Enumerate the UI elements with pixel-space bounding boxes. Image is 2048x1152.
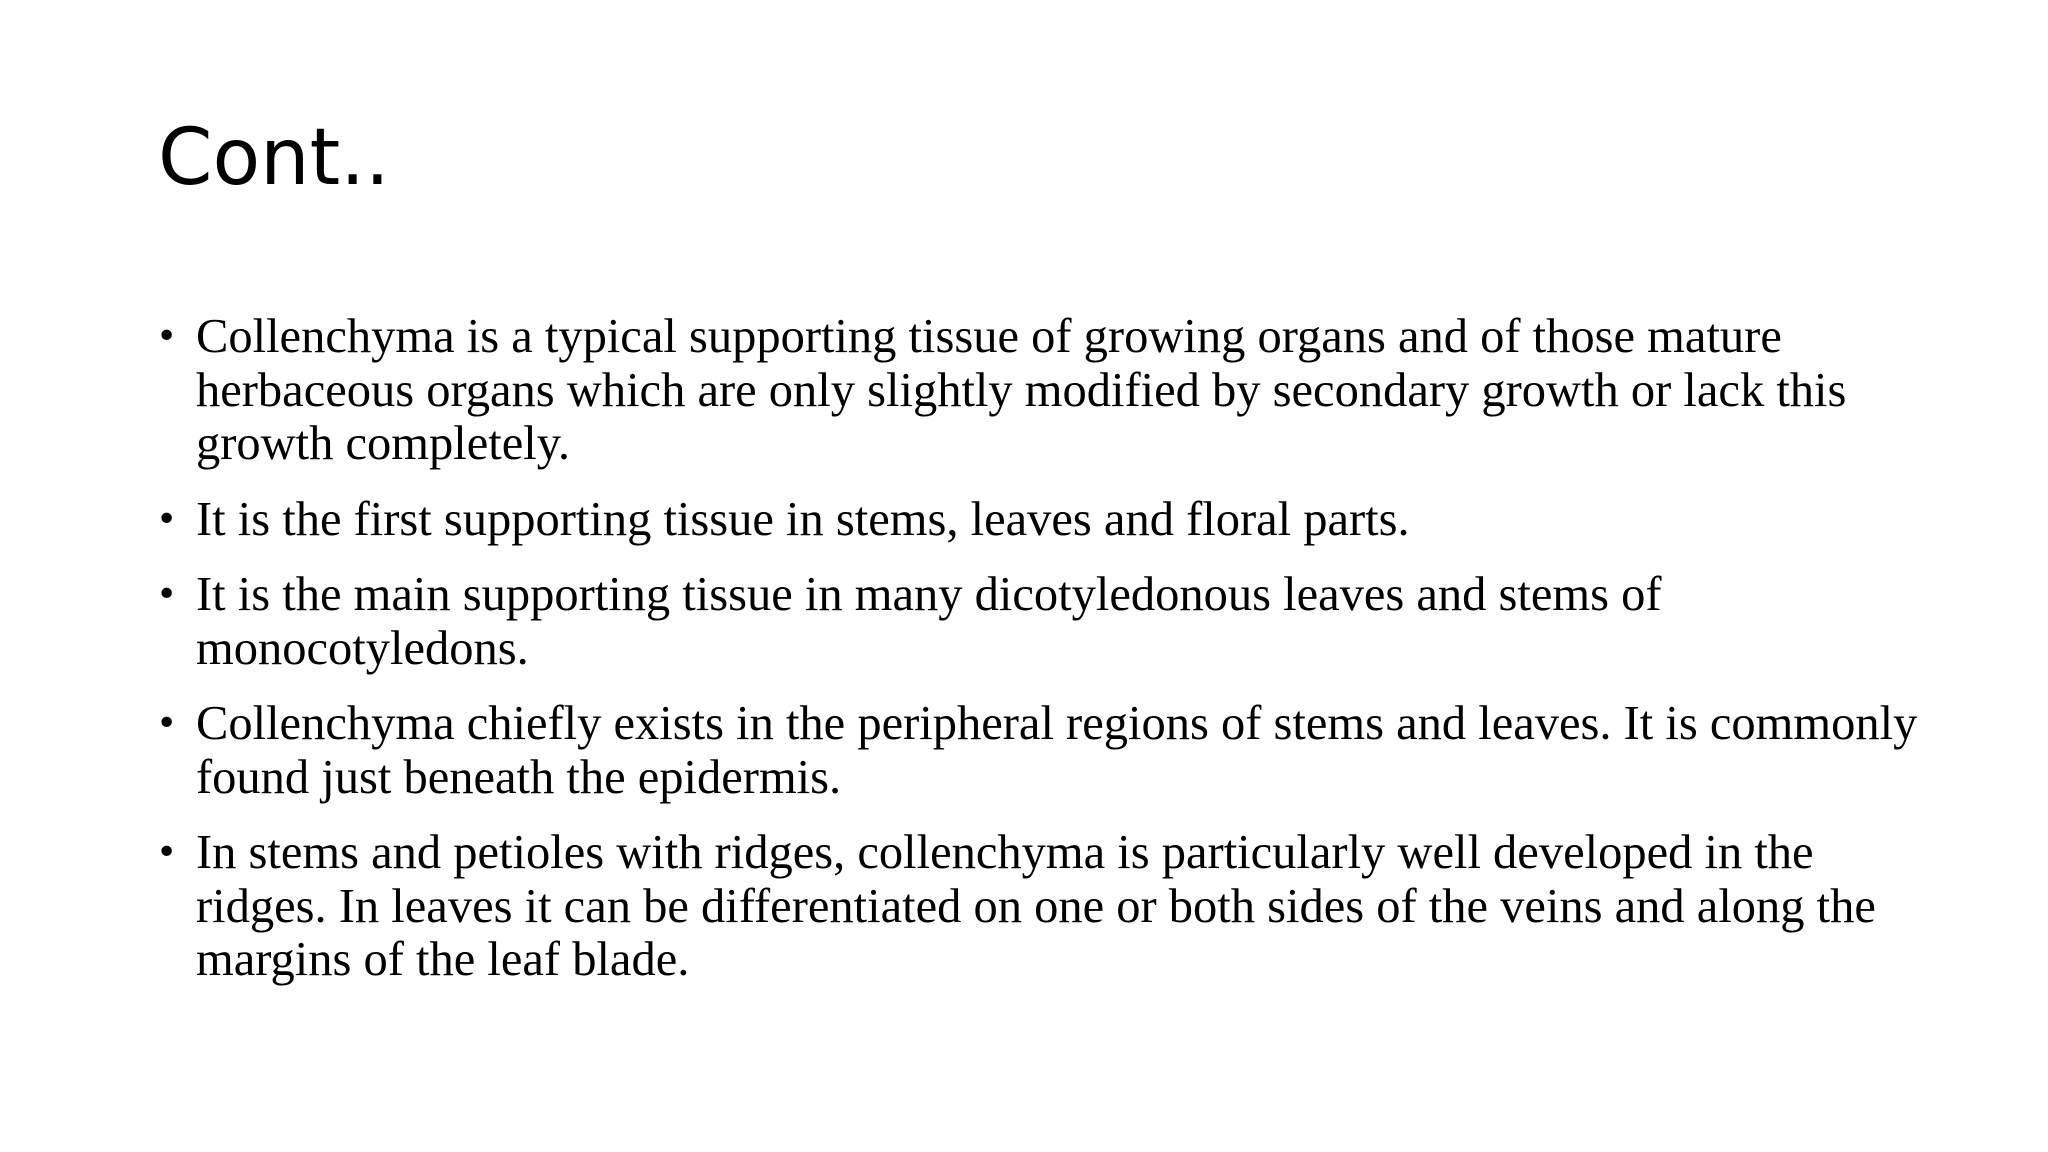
slide-title: Cont..: [158, 113, 390, 203]
bullet-text: Collenchyma chiefly exists in the peripheral regions of stems and leaves. It is commonly found just beneath the epidermis.: [196, 697, 1918, 804]
bullet-icon: •: [156, 574, 178, 615]
bullet-text: It is the first supporting tissue in stems, leaves and floral parts.: [196, 492, 1410, 546]
bullet-text: In stems and petioles with ridges, collenchyma is particularly well developed in the ridges. In leaves it can be differentiated on one or both sides of the veins and along the margins of the leaf blade.: [196, 826, 1876, 986]
bullet-item: [158, 697, 1918, 804]
bullet-text: Collenchyma is a typical supporting tissue of growing organs and of those mature herbaceous organs which are only slightly modified by secondary growth or lack this growth completely.: [196, 310, 1847, 470]
bullet-icon: •: [156, 316, 178, 357]
bullet-text: It is the main supporting tissue in many dicotyledonous leaves and stems of monocotyledons.: [196, 568, 1662, 675]
bullet-item: [158, 493, 1918, 547]
bullet-item: [158, 568, 1918, 675]
bullet-item: [158, 826, 1918, 987]
bullet-icon: •: [156, 832, 178, 873]
bullet-icon: •: [156, 703, 178, 744]
bullet-icon: •: [156, 498, 178, 540]
bullet-item: [158, 310, 1918, 471]
bullet-list: [158, 310, 1918, 1009]
